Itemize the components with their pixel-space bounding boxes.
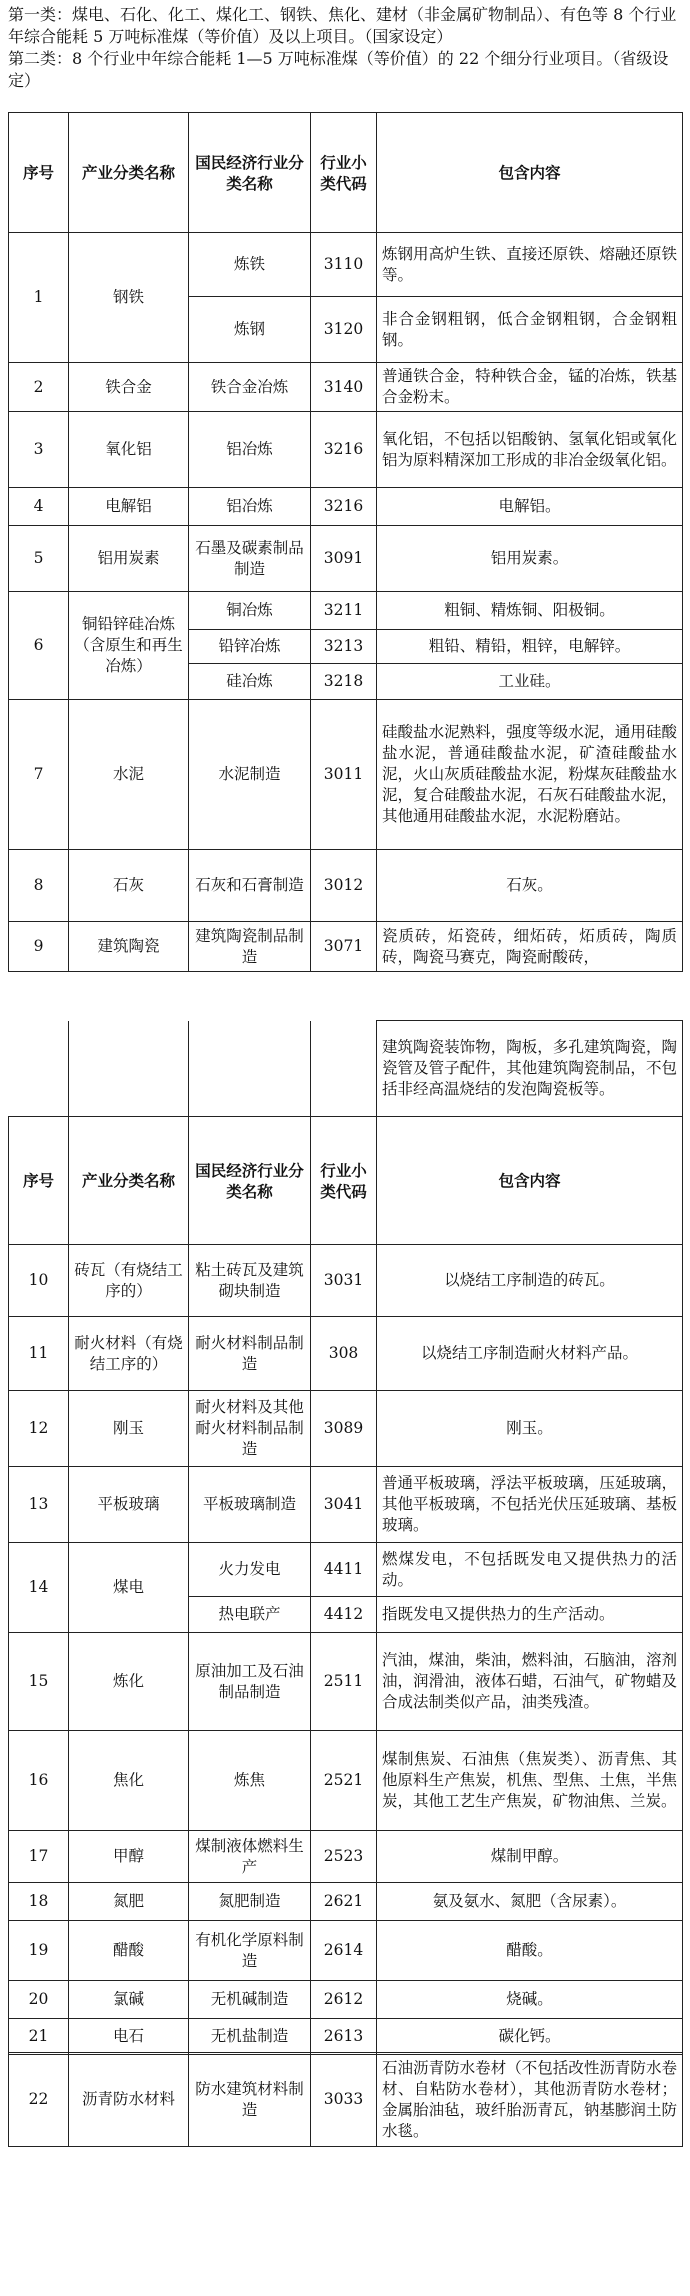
cell-industry: 煤电 <box>69 1543 189 1633</box>
cell-industry: 氮肥 <box>69 1883 189 1921</box>
cell-national: 铁合金冶炼 <box>189 363 311 412</box>
cell-content: 醋酸。 <box>377 1921 683 1981</box>
table-header-row <box>9 1117 683 1245</box>
table-row <box>9 700 683 850</box>
cell-seq: 10 <box>9 1245 69 1317</box>
table-row <box>9 850 683 922</box>
cell-national: 平板玻璃制造 <box>189 1467 311 1543</box>
cell-industry: 焦化 <box>69 1731 189 1831</box>
cell-content: 燃煤发电，不包括既发电又提供热力的活动。 <box>377 1543 683 1597</box>
cell-content: 粗铜、精炼铜、阳极铜。 <box>377 592 683 630</box>
cell-code: 2521 <box>311 1731 377 1831</box>
cell-code: 3031 <box>311 1245 377 1317</box>
cell-national: 铅锌冶炼 <box>189 630 311 664</box>
cell-seq: 17 <box>9 1831 69 1883</box>
cell-national: 硅冶炼 <box>189 664 311 700</box>
cell-seq: 3 <box>9 412 69 488</box>
cell-industry: 铁合金 <box>69 363 189 412</box>
cell-industry: 沥青防水材料 <box>69 2053 189 2147</box>
cell-national: 防水建筑材料制造 <box>189 2053 311 2147</box>
cell-industry: 甲醇 <box>69 1831 189 1883</box>
header-code: 行业小类代码 <box>311 113 377 233</box>
cell-content: 非合金钢粗钢，低合金钢粗钢，合金钢粗钢。 <box>377 297 683 363</box>
cell-code: 3071 <box>311 922 377 972</box>
cell-industry: 醋酸 <box>69 1921 189 1981</box>
table-row <box>9 363 683 412</box>
cell-seq: 14 <box>9 1543 69 1633</box>
header-content: 包含内容 <box>377 113 683 233</box>
table-row <box>9 1391 683 1467</box>
cell-seq: 16 <box>9 1731 69 1831</box>
header-industry: 产业分类名称 <box>69 1117 189 1245</box>
cell-industry: 炼化 <box>69 1633 189 1731</box>
header-national: 国民经济行业分类名称 <box>189 1117 311 1245</box>
cell-seq: 15 <box>9 1633 69 1731</box>
header-content: 包含内容 <box>377 1117 683 1245</box>
cell-national: 无机盐制造 <box>189 2019 311 2055</box>
cell-content: 铝用炭素。 <box>377 526 683 592</box>
cell-code: 3213 <box>311 630 377 664</box>
cell-national: 有机化学原料制造 <box>189 1921 311 1981</box>
table-row <box>9 1245 683 1317</box>
cell-national: 煤制液体燃料生产 <box>189 1831 311 1883</box>
cell-industry: 刚玉 <box>69 1391 189 1467</box>
cell-national: 热电联产 <box>189 1597 311 1633</box>
cell-national: 石灰和石膏制造 <box>189 850 311 922</box>
cell-code: 2621 <box>311 1883 377 1921</box>
cell-industry: 平板玻璃 <box>69 1467 189 1543</box>
cell-code: 3211 <box>311 592 377 630</box>
cell-national: 铝冶炼 <box>189 488 311 526</box>
cell-national: 粘土砖瓦及建筑砌块制造 <box>189 1245 311 1317</box>
cell-national: 炼钢 <box>189 297 311 363</box>
cell-code: 2511 <box>311 1633 377 1731</box>
cell-content: 烧碱。 <box>377 1981 683 2019</box>
cell-code: 308 <box>311 1317 377 1391</box>
cell-industry: 铝用炭素 <box>69 526 189 592</box>
header-seq: 序号 <box>9 1117 69 1245</box>
intro-text <box>8 4 682 92</box>
cell-seq: 19 <box>9 1921 69 1981</box>
cell-code: 3120 <box>311 297 377 363</box>
cell-industry: 建筑陶瓷 <box>69 922 189 972</box>
header-industry: 产业分类名称 <box>69 113 189 233</box>
intro-line-2: 第二类：8 个行业中年综合能耗 1—5 万吨标准煤（等价值）的 22 个细分行业项目。（省级设定） <box>8 49 669 90</box>
cell-seq: 13 <box>9 1467 69 1543</box>
cell-seq: 18 <box>9 1883 69 1921</box>
cell-seq: 8 <box>9 850 69 922</box>
cell-content: 碳化钙。 <box>377 2019 683 2055</box>
cell-content: 工业硅。 <box>377 664 683 700</box>
cell-industry: 钢铁 <box>69 233 189 363</box>
cell-code: 3216 <box>311 412 377 488</box>
cell-code: 2613 <box>311 2019 377 2055</box>
cell-national: 无机碱制造 <box>189 1981 311 2019</box>
table-row <box>9 1467 683 1543</box>
cell-code: 2612 <box>311 1981 377 2019</box>
intro-line-1: 第一类：煤电、石化、化工、煤化工、钢铁、焦化、建材（非金属矿物制品）、有色等 8 个行业年综合能耗 5 万吨标准煤（等价值）及以上项目。（国家设定） <box>8 5 677 46</box>
cell-seq: 22 <box>9 2053 69 2147</box>
continuation-row <box>9 1021 683 1117</box>
cell-code: 3140 <box>311 363 377 412</box>
cell-code: 4412 <box>311 1597 377 1633</box>
cell-national: 火力发电 <box>189 1543 311 1597</box>
cell-industry: 氧化铝 <box>69 412 189 488</box>
cell-national: 建筑陶瓷制品制造 <box>189 922 311 972</box>
cell-content: 氨及氨水、氮肥（含尿素）。 <box>377 1883 683 1921</box>
cell-content: 以烧结工序制造耐火材料产品。 <box>377 1317 683 1391</box>
cell-content: 煤制甲醇。 <box>377 1831 683 1883</box>
cell-seq: 20 <box>9 1981 69 2019</box>
cell-seq: 4 <box>9 488 69 526</box>
cell-content: 电解铝。 <box>377 488 683 526</box>
cell-code: 3216 <box>311 488 377 526</box>
industry-table-part-2 <box>8 1020 683 2055</box>
cell-code: 3041 <box>311 1467 377 1543</box>
cell-content: 石油沥青防水卷材（不包括改性沥青防水卷材、自粘防水卷材），其他沥青防水卷材；金属胎油毡，玻纤胎沥青瓦，钠基膨润土防水毯。 <box>377 2053 683 2147</box>
header-code: 行业小类代码 <box>311 1117 377 1245</box>
cell-content: 炼钢用高炉生铁、直接还原铁、熔融还原铁等。 <box>377 233 683 297</box>
cell-industry: 氯碱 <box>69 1981 189 2019</box>
table-row <box>9 233 683 297</box>
cell-code: 4411 <box>311 1543 377 1597</box>
table-header-row <box>9 113 683 233</box>
cell-seq: 1 <box>9 233 69 363</box>
cell-seq: 7 <box>9 700 69 850</box>
table-row <box>9 1731 683 1831</box>
cell-content: 指既发电又提供热力的生产活动。 <box>377 1597 683 1633</box>
cell-seq: 5 <box>9 526 69 592</box>
table-row <box>9 592 683 630</box>
cell-content: 氧化铝，不包括以铝酸钠、氢氧化铝或氧化铝为原料精深加工形成的非冶金级氧化铝。 <box>377 412 683 488</box>
cell-content: 粗铅、精铅，粗锌，电解锌。 <box>377 630 683 664</box>
cell-content: 煤制焦炭、石油焦（焦炭类）、沥青焦、其他原料生产焦炭，机焦、型焦、土焦，半焦炭，其他工艺生产焦炭，矿物油焦、兰炭。 <box>377 1731 683 1831</box>
cell-seq: 2 <box>9 363 69 412</box>
cell-content: 硅酸盐水泥熟料，强度等级水泥，通用硅酸盐水泥，普通硅酸盐水泥，矿渣硅酸盐水泥，火山灰质硅酸盐水泥，粉煤灰硅酸盐水泥，复合硅酸盐水泥，石灰石硅酸盐水泥，其他通用硅酸盐水泥，水泥粉磨站。 <box>377 700 683 850</box>
table-row <box>9 2019 683 2055</box>
cell-code: 3033 <box>311 2053 377 2147</box>
cell-content: 瓷质砖，炻瓷砖，细炻砖，炻质砖，陶质砖，陶瓷马赛克，陶瓷耐酸砖， <box>377 922 683 972</box>
cell-national: 铜冶炼 <box>189 592 311 630</box>
table-row <box>9 922 683 972</box>
cell-national: 原油加工及石油制品制造 <box>189 1633 311 1731</box>
cell-code: 3089 <box>311 1391 377 1467</box>
table-row <box>9 1831 683 1883</box>
table-row <box>9 1543 683 1597</box>
cell-code: 3012 <box>311 850 377 922</box>
cell-content: 以烧结工序制造的砖瓦。 <box>377 1245 683 1317</box>
cell-code: 2523 <box>311 1831 377 1883</box>
table-row <box>9 1317 683 1391</box>
cell-industry: 水泥 <box>69 700 189 850</box>
cell-content-continued: 建筑陶瓷装饰物，陶板，多孔建筑陶瓷，陶瓷管及管子配件，其他建筑陶瓷制品，不包括非经高温烧结的发泡陶瓷板等。 <box>377 1021 683 1117</box>
cell-seq: 6 <box>9 592 69 700</box>
cell-code: 3011 <box>311 700 377 850</box>
table-row <box>9 526 683 592</box>
table-row <box>9 412 683 488</box>
cell-content: 刚玉。 <box>377 1391 683 1467</box>
cell-national: 石墨及碳素制品制造 <box>189 526 311 592</box>
cell-code: 3110 <box>311 233 377 297</box>
cell-national: 氮肥制造 <box>189 1883 311 1921</box>
table-row <box>9 2053 683 2147</box>
cell-national: 炼铁 <box>189 233 311 297</box>
header-seq: 序号 <box>9 113 69 233</box>
cell-industry: 砖瓦（有烧结工序的） <box>69 1245 189 1317</box>
cell-code: 2614 <box>311 1921 377 1981</box>
cell-industry: 电解铝 <box>69 488 189 526</box>
cell-code: 3218 <box>311 664 377 700</box>
cell-national: 耐火材料及其他耐火材料制品制造 <box>189 1391 311 1467</box>
cell-national: 炼焦 <box>189 1731 311 1831</box>
cell-content: 石灰。 <box>377 850 683 922</box>
cell-industry: 铜铅锌硅冶炼（含原生和再生冶炼） <box>69 592 189 700</box>
cell-national: 水泥制造 <box>189 700 311 850</box>
cell-industry: 电石 <box>69 2019 189 2055</box>
cell-industry: 耐火材料（有烧结工序的） <box>69 1317 189 1391</box>
table-row <box>9 1981 683 2019</box>
cell-national: 铝冶炼 <box>189 412 311 488</box>
cell-industry: 石灰 <box>69 850 189 922</box>
cell-national: 耐火材料制品制造 <box>189 1317 311 1391</box>
table-row <box>9 1921 683 1981</box>
cell-content: 普通铁合金，特种铁合金，锰的冶炼，铁基合金粉末。 <box>377 363 683 412</box>
table-row <box>9 1633 683 1731</box>
header-national: 国民经济行业分类名称 <box>189 113 311 233</box>
table-row <box>9 488 683 526</box>
industry-table-part-1 <box>8 112 683 972</box>
cell-content: 普通平板玻璃，浮法平板玻璃，压延玻璃，其他平板玻璃，不包括光伏压延玻璃、基板玻璃。 <box>377 1467 683 1543</box>
cell-seq: 9 <box>9 922 69 972</box>
cell-seq: 11 <box>9 1317 69 1391</box>
cell-seq: 21 <box>9 2019 69 2055</box>
cell-seq: 12 <box>9 1391 69 1467</box>
industry-table-part-3 <box>8 2052 683 2147</box>
cell-content: 汽油，煤油，柴油，燃料油，石脑油，溶剂油，润滑油，液体石蜡，石油气，矿物蜡及合成法制类似产品，油类残渣。 <box>377 1633 683 1731</box>
table-row <box>9 1883 683 1921</box>
cell-code: 3091 <box>311 526 377 592</box>
